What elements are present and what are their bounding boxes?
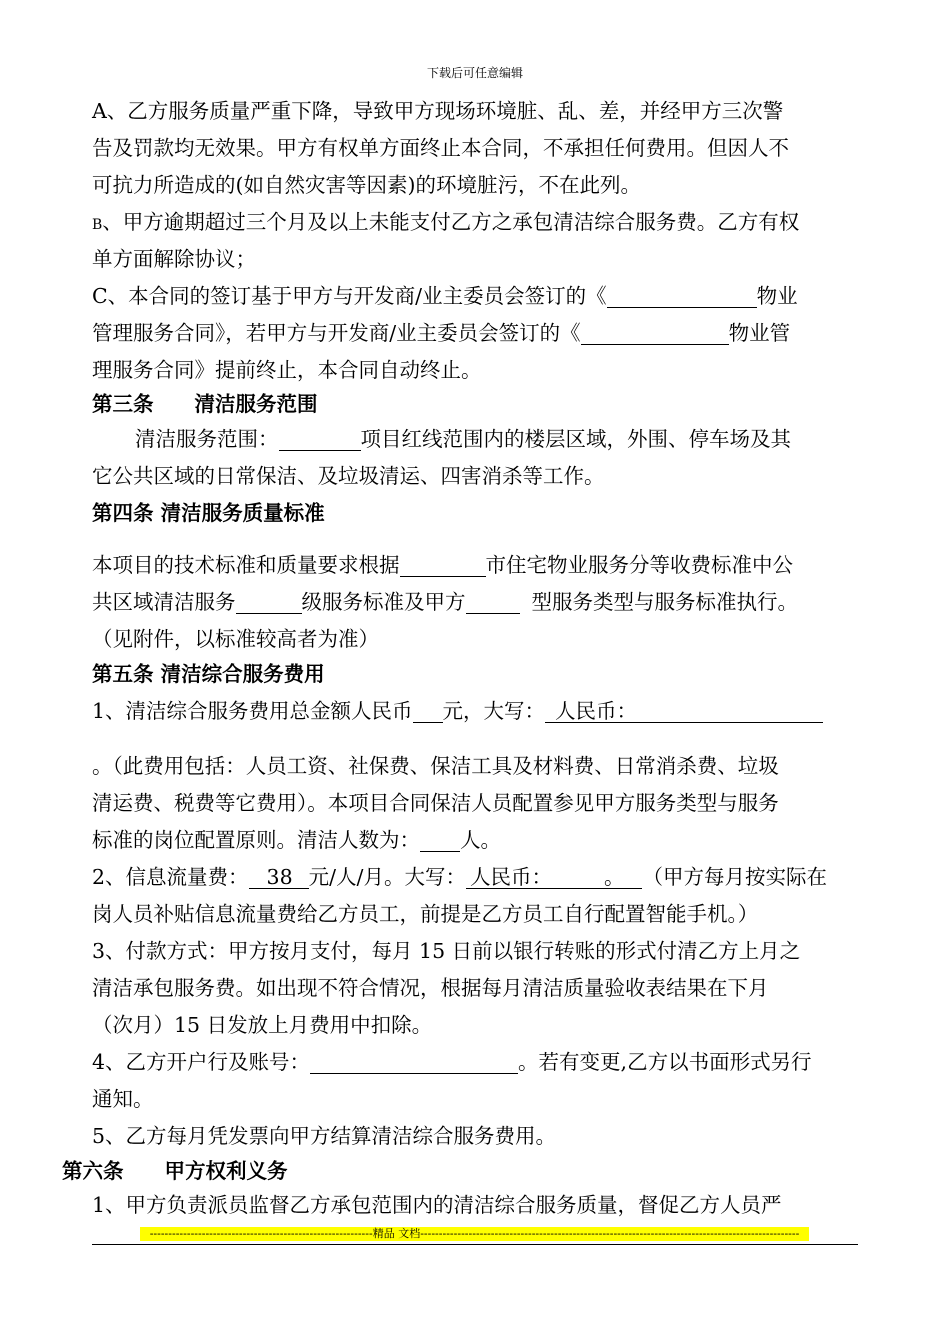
bank-note: 。若有变更,乙方以书面形式另行 [518,1050,812,1074]
section-3-line-2: 它公共区域的日常保洁、及垃圾清运、四害消杀等工作。 [92,464,605,488]
standard-text-2: 市住宅物业服务分等收费标准中公 [485,553,793,577]
section-4-heading: 第四条 清洁服务质量标准 [92,501,325,525]
data-fee-label: 2、信息流量费： [92,865,249,889]
level-blank [236,591,302,614]
standard-text-1: 本项目的技术标准和质量要求根据 [92,553,400,577]
section-3-line-1 [135,426,791,452]
staff-count-label: 标准的岗位配置原则。清洁人数为： [92,828,420,852]
clause-c-text-1: C、本合同的签订基于甲方与开发商/业主委员会签订的《 [92,284,607,308]
data-fee-value: 38 [249,866,309,889]
fee-in-words-blank [545,700,823,723]
payment-line-2: 清洁承包服务费。如出现不符合情况，根据每月清洁质量验收表结果在下月 [92,976,769,1000]
clause-a-line-3: 可抗力所造成的(如自然灾害等因素)的环境脏污，不在此列。 [92,173,641,197]
clause-c-text-4: 物业管 [728,321,791,345]
section-5-heading: 第五条 清洁综合服务费用 [92,662,325,686]
scope-label: 清洁服务范围： [135,427,279,451]
data-fee-in-words [466,866,643,889]
data-fee-unit: 元/人/月。大写： [308,865,466,889]
invoice-line: 5、乙方每月凭发票向甲方结算清洁综合服务费用。 [92,1124,557,1148]
clause-b-line-1 [92,209,799,238]
fee-in-words-prefix: 人民币： [555,699,638,723]
clause-c-text-3: 管理服务合同》，若甲方与开发商/业主委员会签订的《 [92,321,581,345]
section-6-line-1: 1、甲方负责派员监督乙方承包范围内的清洁综合服务质量，督促乙方人员严 [92,1193,782,1217]
clause-c-text-2: 物业 [756,284,798,308]
fee-line-2: 。（此费用包括：人员工资、社保费、保洁工具及材料费、日常消杀费、垃圾 [92,754,779,778]
fee-line-1 [92,698,823,724]
clause-b-prefix: B [92,217,103,233]
section-4-line-2 [92,589,798,615]
fee-in-words-label: 元，大写： [442,699,546,723]
section-6-heading: 第六条 甲方权利义务 [62,1159,288,1183]
fee-line-3: 清运费、税费等它费用）。本项目合同保洁人员配置参见甲方服务类型与服务 [92,791,779,815]
payment-line-1: 3、付款方式：甲方按月支付，每月 15 日前以银行转账的形式付清乙方上月之 [92,939,801,963]
payment-line-3: （次月）15 日发放上月费用中扣除。 [92,1013,433,1037]
clause-a-line-1: A、乙方服务质量严重下降，导致甲方现场环境脏、乱、差，并经甲方三次警 [92,99,784,123]
footer-band: ------------------------------------------------------------精品 文档------------------------------------------------------------------------------------------------------ [140,1227,809,1241]
clause-c-line-3: 理服务合同》提前终止，本合同自动终止。 [92,358,482,382]
header-note: 下载后可任意编辑 [426,66,523,80]
type-blank [466,591,520,614]
data-fee-in-words-prefix: 人民币： [469,865,552,889]
project-name-blank [279,428,361,451]
city-blank [400,554,486,577]
standard-text-4: 级服务标准及甲方 [301,590,466,614]
contract-name-blank-2 [581,322,729,345]
standard-text-5: 型服务类型与服务标准执行。 [531,590,798,614]
staff-count-unit: 人。 [460,828,501,852]
section-4-line-1 [92,552,793,578]
bank-line-1 [92,1049,812,1075]
contract-name-blank-1 [607,285,757,308]
clause-c-line-2 [92,320,790,346]
clause-a-line-2: 告及罚款均无效果。甲方有权单方面终止本合同，不承担任何费用。但因人不 [92,136,789,160]
clause-b-line-2: 单方面解除协议； [92,247,256,271]
clause-c-line-1 [92,283,798,309]
fee-amount-blank [413,700,443,723]
clause-b-text: 、甲方逾期超过三个月及以上未能支付乙方之承包清洁综合服务费。乙方有权 [102,210,800,234]
bank-line-2: 通知。 [92,1087,154,1111]
scope-text: 项目红线范围内的楼层区域，外围、停车场及其 [360,427,791,451]
fee-line-4 [92,827,501,853]
footer-rule [92,1244,858,1245]
standard-text-3: 共区域清洁服务 [92,590,236,614]
data-fee-line-2: 岗人员补贴信息流量费给乙方员工，前提是乙方员工自行配置智能手机。） [92,902,759,926]
data-fee-note: （甲方每月按实际在 [642,865,827,889]
bank-label: 4、乙方开户行及账号： [92,1050,311,1074]
data-fee-line-1 [92,864,827,890]
section-4-line-3: （见附件，以标准较高者为准） [92,627,379,651]
section-3-heading: 第三条 清洁服务范围 [92,392,318,416]
bank-account-blank [310,1051,518,1074]
data-fee-in-words-end: 。 [603,865,625,889]
staff-count-blank [420,829,460,852]
fee-total-label: 1、清洁综合服务费用总金额人民币 [92,699,413,723]
